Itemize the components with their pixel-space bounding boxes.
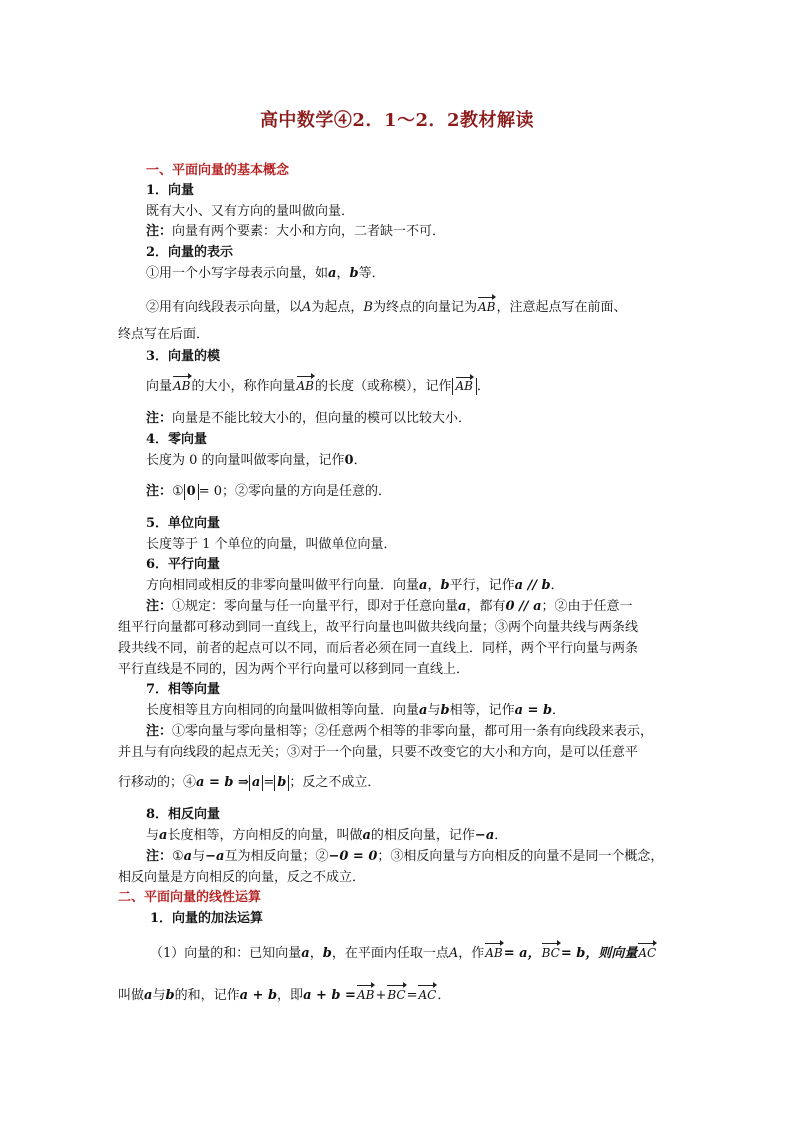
text: ， bbox=[336, 266, 350, 281]
vector-AC: AC bbox=[418, 988, 437, 1002]
text: ，注意起点写在前面、 bbox=[496, 300, 627, 315]
text: ． bbox=[550, 578, 564, 593]
note-parallel-line-3: 段共线不同，前者的起点可以不同，而后者必须在同一直线上．同样，两个平行向量与两条 bbox=[118, 641, 639, 656]
formula-parallel: a // b bbox=[514, 578, 551, 593]
symbol-b: b bbox=[349, 266, 359, 281]
text: ，都有 bbox=[466, 599, 506, 614]
vector-AB: AB bbox=[485, 946, 503, 960]
note-label: 注： bbox=[146, 484, 173, 499]
text: ． bbox=[552, 703, 566, 718]
symbol-b: b bbox=[440, 578, 450, 593]
text: 方向相同或相反的非零向量叫做平行向量．向量 bbox=[146, 578, 420, 593]
subheading-parallel: 6．平行向量 bbox=[146, 557, 221, 572]
symbol-a: a bbox=[328, 266, 337, 281]
vector-AB: AB bbox=[296, 379, 314, 393]
subheading-opposite: 8．相反向量 bbox=[146, 807, 221, 822]
paragraph-equal bbox=[146, 702, 565, 720]
symbol-A: A bbox=[448, 946, 459, 961]
note-parallel-line-2: 组平行向量都可移动到同一直线上，故平行向量也叫做共线向量；③两个向量共线与两条线 bbox=[118, 620, 639, 635]
text: ；③相反向量与方向相反的向量不是同一个概念， bbox=[377, 849, 664, 864]
symbol-zero: 0 bbox=[344, 453, 354, 468]
symbol-a: a bbox=[183, 849, 193, 864]
text: 与 bbox=[427, 703, 441, 718]
text: ②用有向线段表示向量，以 bbox=[146, 300, 303, 315]
text: = bbox=[263, 775, 275, 790]
note-label: 注： bbox=[146, 599, 173, 614]
note-equal-line-2: 并且与有向线段的起点无关；③对于一个向量，只要不改变它的大小和方向，是可以任意平 bbox=[118, 745, 639, 760]
formula-zero-parallel: 0 // a bbox=[505, 599, 542, 614]
text: ① bbox=[172, 484, 184, 499]
text: ． bbox=[353, 453, 367, 468]
text: 为终点的向量记为 bbox=[372, 300, 477, 315]
note-equal-line-1 bbox=[146, 723, 653, 741]
text: 为起点， bbox=[311, 300, 364, 315]
abs-zero: 0 bbox=[184, 484, 199, 500]
note-label: 注： bbox=[146, 411, 173, 426]
paragraph-representation-1 bbox=[146, 265, 385, 283]
section-heading-2: 二、平面向量的线性运算 bbox=[118, 890, 262, 905]
symbol-a: a bbox=[362, 828, 371, 843]
section-heading-1: 一、平面向量的基本概念 bbox=[146, 163, 290, 178]
note-opposite-line-1 bbox=[146, 848, 663, 866]
paragraph-unit-vector: 长度等于 1 个单位的向量，叫做单位向量． bbox=[146, 537, 397, 552]
vector-BC: BC bbox=[387, 988, 406, 1002]
subheading-equal: 7．相等向量 bbox=[146, 682, 221, 697]
symbol-a: a bbox=[144, 988, 153, 1003]
subheading-zero-vector: 4．零向量 bbox=[146, 432, 208, 447]
formula-sum: a + b bbox=[239, 988, 278, 1003]
text: 互为相反向量；② bbox=[224, 849, 329, 864]
text: + bbox=[375, 988, 387, 1003]
text: ． bbox=[494, 828, 508, 843]
note-text: 向量是不能比较大小的，但向量的模可以比较大小． bbox=[172, 411, 472, 426]
text: ， bbox=[309, 946, 323, 961]
text: 等． bbox=[358, 266, 385, 281]
symbol-b: b bbox=[322, 946, 332, 961]
symbol-a: a bbox=[159, 828, 168, 843]
note-label: 注： bbox=[146, 724, 173, 739]
note-label: 注： bbox=[146, 849, 173, 864]
text: ；②由于任意一 bbox=[541, 599, 633, 614]
vector-BC: BC bbox=[541, 946, 560, 960]
paragraph-opposite bbox=[146, 827, 507, 845]
paragraph-magnitude bbox=[146, 377, 490, 396]
symbol-b: b bbox=[440, 703, 450, 718]
vector-AC: AC bbox=[638, 946, 657, 960]
subheading-addition: 1．向量的加法运算 bbox=[150, 911, 264, 926]
text: ， bbox=[427, 578, 441, 593]
vector-AB: AB bbox=[356, 988, 375, 1002]
note-label: 注： bbox=[146, 224, 173, 239]
symbol-a: a bbox=[301, 946, 310, 961]
text: 与 bbox=[192, 849, 206, 864]
paragraph-parallel bbox=[146, 577, 564, 595]
symbol-B: B bbox=[363, 300, 373, 315]
subheading-magnitude: 3．向量的模 bbox=[146, 349, 221, 364]
text: 长度相等，方向相反的向量，叫做 bbox=[167, 828, 363, 843]
paragraph-representation-2-cont: 终点写在后面． bbox=[118, 327, 210, 342]
text: ；反之不成立． bbox=[289, 775, 381, 790]
paragraph-representation-2 bbox=[146, 298, 627, 317]
page-title: 高中数学④2．1～2．2教材解读 bbox=[259, 110, 535, 131]
text: ①规定：零向量与任一向量平行，即对于任意向量 bbox=[172, 599, 459, 614]
formula-implies: a = b ⇒ bbox=[196, 775, 249, 790]
text: 行移动的；④ bbox=[118, 775, 197, 790]
symbol-neg-a: −a bbox=[474, 828, 495, 843]
paragraph-addition-1 bbox=[150, 944, 657, 963]
formula-neg-zero: −0 = 0 bbox=[328, 849, 378, 864]
note-opposite-line-2: 相反向量是方向相反的向量，反之不成立． bbox=[118, 870, 366, 885]
text: ． bbox=[437, 988, 451, 1003]
text: ①零向量与零向量相等；②任意两个相等的非零向量，都可用一条有向线段来表示， bbox=[172, 724, 654, 739]
abs-a: a bbox=[249, 775, 263, 791]
paragraph-vector-def: 既有大小、又有方向的量叫做向量． bbox=[146, 204, 355, 219]
text: 的和，记作 bbox=[174, 988, 240, 1003]
text: 与 bbox=[146, 828, 160, 843]
formula-sum: a + b = bbox=[303, 988, 356, 1003]
text: = bbox=[406, 988, 418, 1003]
note-parallel-line-4: 平行直线是不同的，因为两个平行向量可以移到同一直线上． bbox=[118, 662, 470, 677]
note-magnitude bbox=[146, 410, 471, 428]
text: ，即 bbox=[277, 988, 304, 1003]
subheading-representation: 2．向量的表示 bbox=[146, 245, 234, 260]
text: 叫做 bbox=[118, 988, 145, 1003]
subheading-vector: 1．向量 bbox=[146, 183, 195, 198]
vector-AB: AB bbox=[478, 300, 496, 314]
formula-equal: a = b bbox=[514, 703, 553, 718]
subheading-unit-vector: 5．单位向量 bbox=[146, 516, 221, 531]
symbol-b: b bbox=[165, 988, 175, 1003]
vector-AB: AB bbox=[455, 379, 473, 393]
note-parallel-line-1 bbox=[146, 598, 633, 616]
text: ，在平面内任取一点 bbox=[331, 946, 449, 961]
text: ① bbox=[172, 849, 184, 864]
text: 平行，记作 bbox=[449, 578, 515, 593]
text: （1）向量的和：已知向量 bbox=[150, 946, 302, 961]
text: = a， bbox=[503, 946, 541, 961]
text: 相等，记作 bbox=[449, 703, 515, 718]
abs-b: b bbox=[274, 775, 289, 791]
text: = 0；②零向量的方向是任意的． bbox=[198, 484, 392, 499]
text: 向量 bbox=[146, 379, 173, 394]
text: 长度为 0 的向量叫做零向量，记作 bbox=[146, 453, 345, 468]
note-text: 向量有两个要素：大小和方向，二者缺一不可． bbox=[172, 224, 446, 239]
vector-AB: AB bbox=[173, 379, 191, 393]
note-vector bbox=[146, 223, 445, 241]
paragraph-zero-vector bbox=[146, 452, 367, 470]
symbol-a: a bbox=[458, 599, 467, 614]
text: 的大小，称作向量 bbox=[191, 379, 296, 394]
text: 长度相等且方向相同的向量叫做相等向量．向量 bbox=[146, 703, 420, 718]
text: 与 bbox=[152, 988, 166, 1003]
text: ． bbox=[477, 379, 491, 394]
text: 的相反向量，记作 bbox=[370, 828, 475, 843]
note-equal-line-3 bbox=[118, 774, 380, 792]
symbol-a: a bbox=[419, 578, 428, 593]
text: 的长度（或称模），记作 bbox=[315, 379, 452, 394]
symbol-neg-a: −a bbox=[205, 849, 225, 864]
paragraph-addition-2 bbox=[118, 986, 450, 1005]
symbol-A: A bbox=[302, 300, 312, 315]
text: = b，则向量 bbox=[560, 946, 638, 961]
symbol-a: a bbox=[419, 703, 428, 718]
text: ，作 bbox=[458, 946, 485, 961]
text: ①用一个小写字母表示向量，如 bbox=[146, 266, 329, 281]
note-zero-vector bbox=[146, 483, 391, 501]
abs-vector-AB bbox=[452, 378, 477, 395]
